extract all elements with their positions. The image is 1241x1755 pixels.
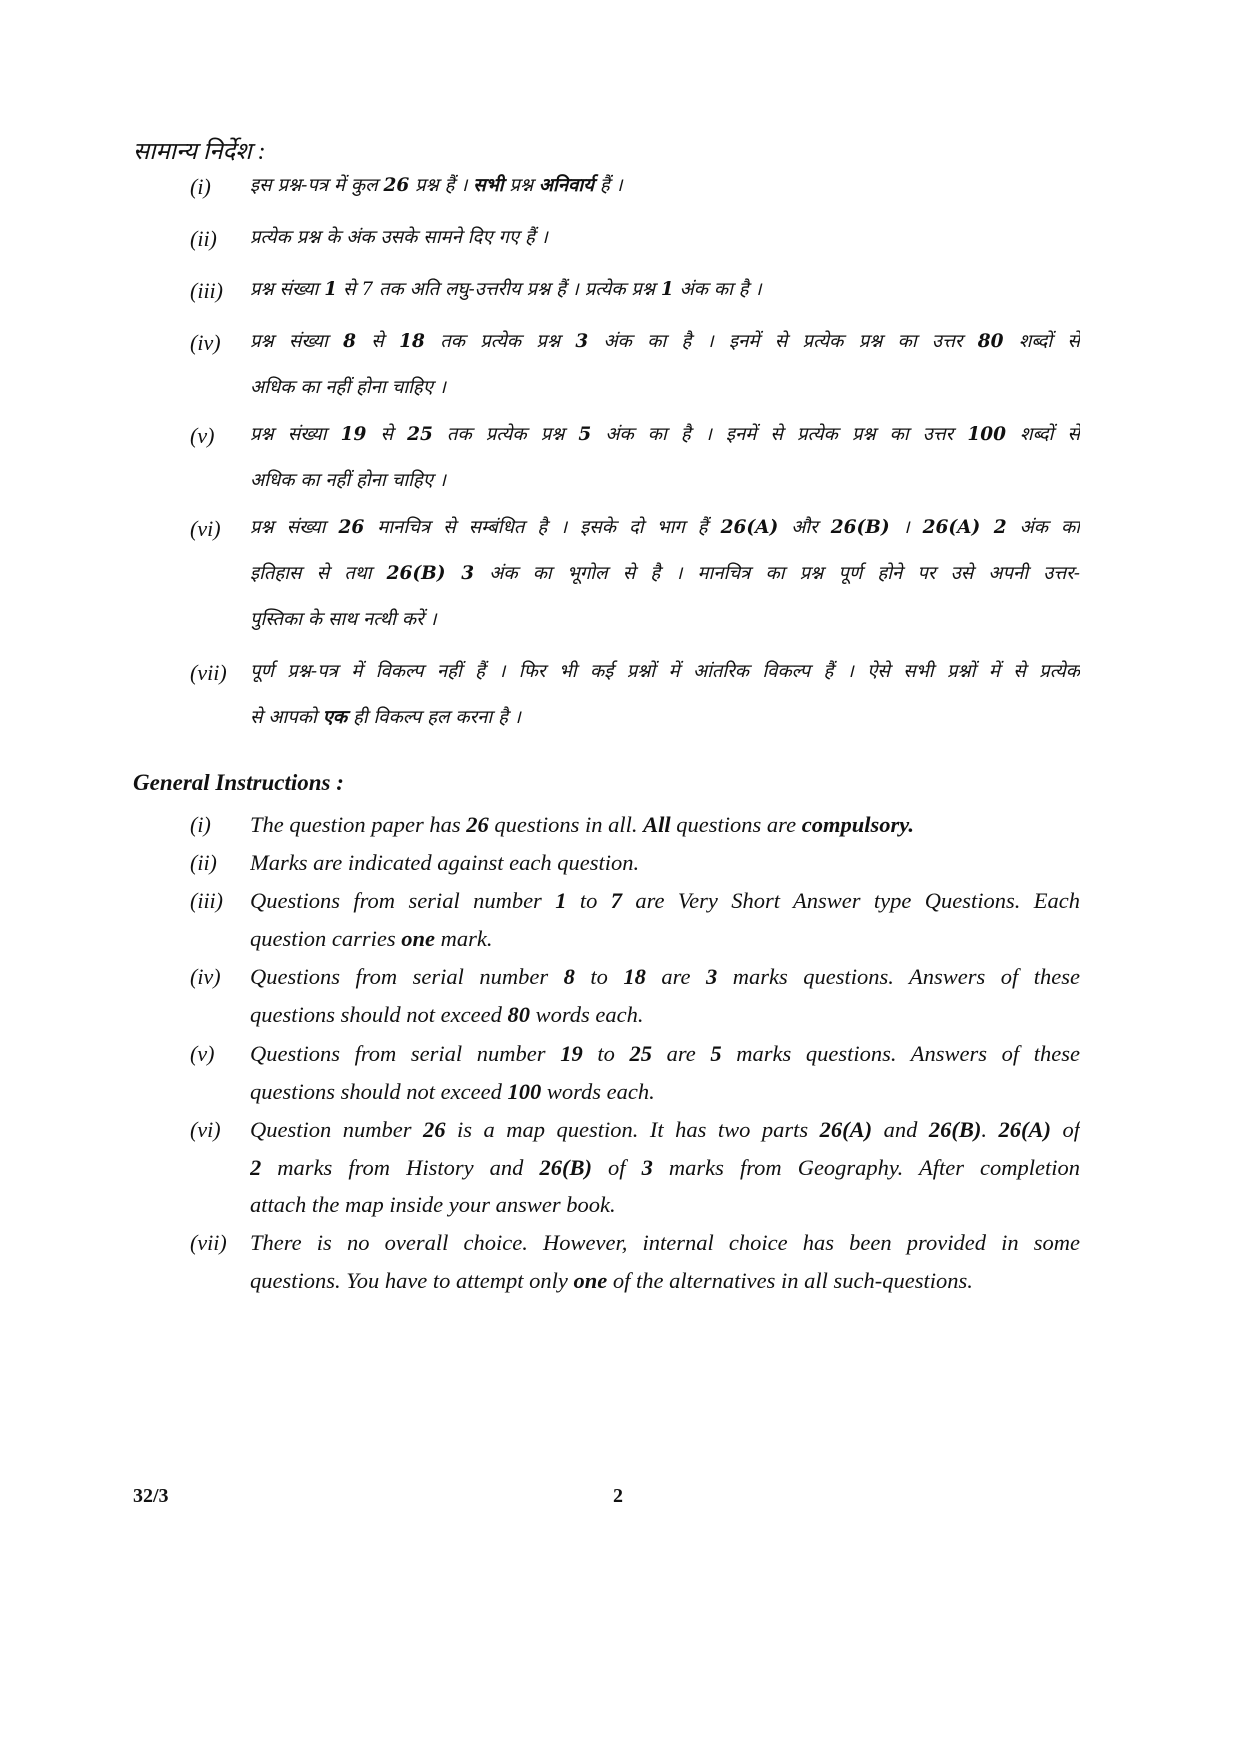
instruction-text: and: [872, 1117, 929, 1142]
instruction-text: अंक का है । इनमें से प्रत्येक प्रश्न का उत्तर: [588, 331, 978, 352]
instruction-text-line: [250, 374, 1080, 399]
instruction-number: (vii): [190, 1230, 227, 1255]
instruction-text: questions. You have to attempt only: [250, 1267, 574, 1293]
instruction-text: इस प्रश्न-पत्र में कुल: [250, 175, 384, 196]
instruction-text: प्रश्न संख्या: [250, 424, 341, 445]
emphasized-text: 26: [466, 812, 489, 837]
instruction-text-line: [250, 606, 1080, 631]
instruction-text-line: [250, 888, 1080, 914]
english-instructions-heading: General Instructions :: [133, 770, 344, 795]
instruction-text: शब्दों से: [1003, 331, 1080, 352]
instruction-text: से: [366, 424, 408, 445]
instruction-text: से: [355, 331, 400, 352]
instruction-text: are: [645, 964, 707, 989]
instruction-text: हैं ।: [593, 175, 623, 196]
instruction-text: to: [582, 1041, 630, 1066]
emphasized-text: 25: [407, 424, 433, 445]
instruction-number: (vi): [190, 1117, 221, 1142]
instruction-text: अंक का है ।: [673, 279, 762, 300]
instruction-text: words each.: [529, 1001, 644, 1027]
instruction-text: प्रश्न संख्या: [250, 331, 344, 352]
emphasized-text: 5: [578, 424, 592, 445]
instruction-text: Questions from serial number: [250, 888, 556, 913]
instruction-text-line: [250, 421, 1080, 446]
instruction-text-line: [250, 1155, 1080, 1181]
emphasized-text: 26(B): [928, 1117, 982, 1142]
instruction-text: to: [566, 888, 611, 913]
emphasized-text: one: [573, 1267, 608, 1293]
instruction-number: (iv): [190, 964, 221, 989]
instruction-number: (v): [190, 1041, 215, 1066]
instruction-text-line: [250, 812, 1080, 838]
instruction-text-line: [250, 1079, 1080, 1105]
paper-code: 32/3: [133, 1485, 169, 1507]
instruction-text: अधिक का नहीं होना चाहिए ।: [250, 377, 446, 398]
instruction-text-line: [250, 276, 1080, 301]
emphasized-text: 3: [575, 331, 589, 352]
emphasized-text: 26(A): [720, 517, 779, 538]
instruction-text: अंक का भूगोल से है । मानचित्र का प्रश्न पूर्ण होने पर उसे अपनी उत्तर-: [474, 563, 1080, 584]
emphasized-text: 26(B): [539, 1154, 592, 1180]
instruction-text: Marks are indicated against each question.: [250, 850, 640, 875]
instruction-text: to: [574, 964, 624, 989]
emphasized-text: 26(B) 3: [386, 563, 475, 584]
instruction-text: अंक का है । इनमें से प्रत्येक प्रश्न का उत्तर: [591, 424, 968, 445]
instruction-number: (ii): [190, 850, 217, 875]
emphasized-text: 2: [250, 1154, 262, 1180]
instruction-text: पुस्तिका के साथ नत्थी करें ।: [250, 609, 437, 630]
instruction-text: mark.: [435, 925, 493, 951]
emphasized-text: अनिवार्य: [538, 175, 594, 196]
emphasized-text: 80: [977, 331, 1004, 352]
instruction-text: questions should not exceed: [250, 1078, 508, 1104]
instruction-text: of: [1050, 1117, 1080, 1142]
emphasized-text: 18: [399, 331, 425, 352]
instruction-text: तक प्रत्येक प्रश्न: [424, 331, 576, 352]
instruction-text: से आपको: [250, 707, 323, 728]
instruction-text-line: [250, 926, 1080, 952]
instruction-text-line: [250, 850, 1080, 876]
instruction-text: ही विकल्प हल करना है ।: [347, 707, 521, 728]
emphasized-text: 26: [338, 517, 365, 538]
instruction-text: इतिहास से तथा: [250, 563, 387, 584]
page-number: 2: [613, 1485, 623, 1507]
instruction-text-line: [250, 1192, 1080, 1218]
instruction-text-line: [250, 172, 1080, 197]
instruction-text-line: [250, 1002, 1080, 1028]
instruction-text: प्रत्येक प्रश्न के अंक उसके सामने दिए गए हैं ।: [250, 227, 548, 248]
instruction-text: are: [651, 1041, 711, 1066]
instruction-text: There is no overall choice. However, internal choice has been provided in some: [250, 1230, 1080, 1255]
instruction-number: (v): [190, 423, 215, 448]
instruction-number: (ii): [190, 226, 217, 251]
emphasized-text: 1: [555, 888, 567, 913]
instruction-number: (iv): [190, 330, 221, 355]
instruction-text: of the alternatives in all such-questions.: [607, 1267, 973, 1293]
instruction-text: और: [778, 517, 831, 538]
emphasized-text: 26: [383, 175, 410, 196]
instruction-text: Questions from serial number: [250, 1041, 561, 1066]
emphasized-text: 1: [324, 279, 338, 300]
instruction-text-line: [250, 1041, 1080, 1067]
instruction-text: प्रश्न संख्या: [250, 279, 325, 300]
instruction-text-line: [250, 224, 1080, 249]
instruction-text: पूर्ण प्रश्न-पत्र में विकल्प नहीं हैं । फिर भी कई प्रश्नों में आंतरिक विकल्प हैं । ऐसे सभी प्रश्नों में से प्रत्येक: [250, 661, 1080, 682]
instruction-text: questions are: [670, 812, 802, 837]
emphasized-text: 80: [507, 1001, 530, 1027]
instruction-text-line: [250, 964, 1080, 990]
instruction-text: question carries: [250, 925, 402, 951]
instruction-text: तक प्रत्येक प्रश्न: [432, 424, 579, 445]
emphasized-text: सभी: [473, 175, 504, 196]
instruction-text: are Very Short Answer type Questions. Each: [621, 888, 1080, 913]
emphasized-text: compulsory.: [801, 812, 914, 837]
emphasized-text: 100: [967, 424, 1006, 445]
emphasized-text: 26: [422, 1117, 446, 1142]
emphasized-text: 26(B): [830, 517, 890, 538]
instruction-text-line: [250, 560, 1080, 585]
instruction-text: से 7 तक अति लघु-उत्तरीय प्रश्न हैं । प्रत्येक प्रश्न: [337, 279, 661, 300]
instruction-text: शब्दों से: [1005, 424, 1080, 445]
instruction-text: is a map question. It has two parts: [445, 1117, 820, 1142]
instruction-text-line: [250, 1117, 1080, 1143]
emphasized-text: 19: [340, 424, 367, 445]
instruction-text: marks from History and: [261, 1154, 540, 1180]
emphasized-text: 26(A) 2: [922, 517, 1007, 538]
instruction-text-line: [250, 658, 1080, 683]
emphasized-text: 8: [563, 964, 575, 989]
instruction-text: अधिक का नहीं होना चाहिए ।: [250, 470, 446, 491]
instruction-text: मानचित्र से सम्बंधित है । इसके दो भाग हैं: [364, 517, 721, 538]
instruction-text: marks questions. Answers of these: [717, 964, 1080, 989]
emphasized-text: 100: [507, 1078, 542, 1104]
instruction-number: (i): [190, 812, 211, 837]
instruction-text: .: [981, 1117, 999, 1142]
emphasized-text: 7: [610, 888, 622, 913]
emphasized-text: एक: [322, 707, 348, 728]
emphasized-text: 18: [623, 964, 646, 989]
emphasized-text: 26(A): [998, 1117, 1051, 1142]
emphasized-text: 26(A): [819, 1117, 873, 1142]
instruction-text: अंक का: [1006, 517, 1080, 538]
emphasized-text: one: [401, 925, 435, 951]
instruction-text: marks from Geography. After completion: [652, 1154, 1080, 1180]
emphasized-text: 3: [641, 1154, 653, 1180]
emphasized-text: 8: [343, 331, 356, 352]
instruction-text-line: [250, 1230, 1080, 1256]
emphasized-text: 3: [706, 964, 718, 989]
instruction-text-line: [250, 514, 1080, 539]
instruction-text: Question number: [250, 1117, 423, 1142]
instruction-text: Questions from serial number: [250, 964, 564, 989]
emphasized-text: 5: [710, 1041, 722, 1066]
instruction-text-line: [250, 704, 1080, 729]
instruction-text: प्रश्न: [503, 175, 539, 196]
instruction-text: ।: [889, 517, 923, 538]
emphasized-text: 25: [629, 1041, 652, 1066]
emphasized-text: 19: [560, 1041, 583, 1066]
instruction-text: प्रश्न हैं ।: [409, 175, 474, 196]
instruction-text: words each.: [541, 1078, 655, 1104]
instruction-text: questions in all.: [488, 812, 644, 837]
instruction-number: (i): [190, 174, 211, 199]
emphasized-text: All: [643, 812, 671, 837]
emphasized-text: 1: [660, 279, 674, 300]
instruction-text: marks questions. Answers of these: [721, 1041, 1080, 1066]
instruction-text-line: [250, 1268, 1080, 1294]
instruction-number: (iii): [190, 278, 223, 303]
instruction-text: questions should not exceed: [250, 1001, 508, 1027]
instruction-text-line: [250, 467, 1080, 492]
instruction-number: (vi): [190, 516, 221, 541]
instruction-number: (iii): [190, 888, 223, 913]
instruction-number: (vii): [190, 660, 227, 685]
instruction-text: of: [591, 1154, 642, 1180]
hindi-instructions-heading: सामान्य निर्देश :: [133, 139, 266, 165]
instruction-text: attach the map inside your answer book.: [250, 1192, 616, 1217]
instruction-text: The question paper has: [250, 812, 467, 837]
instruction-text-line: [250, 328, 1080, 353]
instruction-text: प्रश्न संख्या: [250, 517, 339, 538]
